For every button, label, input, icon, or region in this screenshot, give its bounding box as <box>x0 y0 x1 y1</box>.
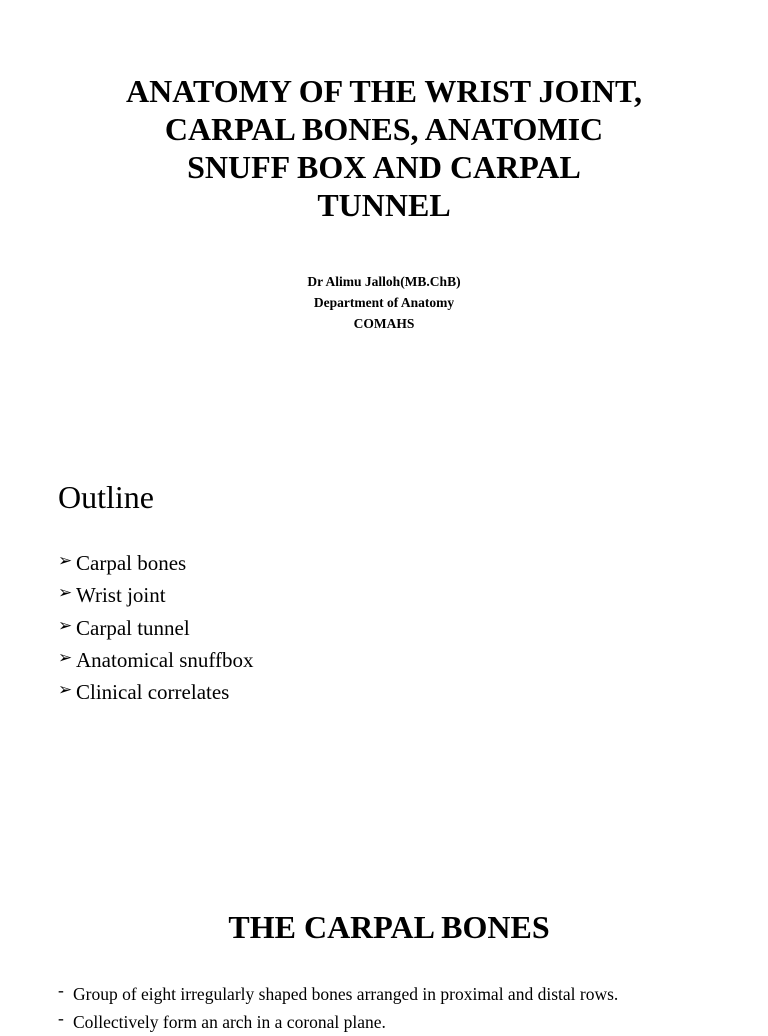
body-list-text: Collectively form an arch in a coronal plane. <box>73 1012 386 1032</box>
outline-item-label: Anatomical snuffbox <box>76 647 254 672</box>
arrow-bullet-icon: ➢ <box>58 551 73 570</box>
title-line: TUNNEL <box>317 187 451 223</box>
title-line: ANATOMY OF THE WRIST JOINT, <box>126 73 642 109</box>
outline-item <box>58 612 254 644</box>
arrow-bullet-icon: ➢ <box>58 647 73 667</box>
author-block <box>184 271 584 334</box>
body-list-item <box>58 1008 738 1036</box>
dash-bullet-icon: - <box>58 980 64 1000</box>
dash-bullet-icon: - <box>58 1008 64 1028</box>
outline-list <box>58 547 254 708</box>
outline-item <box>58 644 254 676</box>
arrow-bullet-icon: ➢ <box>58 680 73 700</box>
outline-heading: Outline <box>58 479 154 515</box>
arrow-bullet-icon: ➢ <box>58 583 73 603</box>
department-name: Department of Anatomy <box>313 295 455 310</box>
outline-item-label: Clinical correlates <box>76 680 230 705</box>
outline-item-label: Wrist joint <box>76 583 166 608</box>
section-heading: THE CARPAL BONES <box>228 909 550 945</box>
title-line: CARPAL BONES, ANATOMIC <box>164 111 604 147</box>
carpal-bones-list <box>58 980 738 1036</box>
outline-item-label: Carpal tunnel <box>76 615 190 640</box>
author-name: Dr Alimu Jalloh(MB.ChB) <box>307 274 461 289</box>
presentation-title <box>84 72 684 224</box>
arrow-bullet-icon: ➢ <box>58 615 73 635</box>
institution-name: COMAHS <box>353 316 415 331</box>
body-list-item <box>58 980 738 1008</box>
outline-item-label: Carpal bones <box>76 551 187 575</box>
title-line: SNUFF BOX AND CARPAL <box>187 149 581 185</box>
body-list-text: Group of eight irregularly shaped bones arranged in proximal and distal rows. <box>73 984 619 1004</box>
outline-item <box>58 579 254 611</box>
outline-item <box>58 547 254 579</box>
outline-item <box>58 676 254 708</box>
